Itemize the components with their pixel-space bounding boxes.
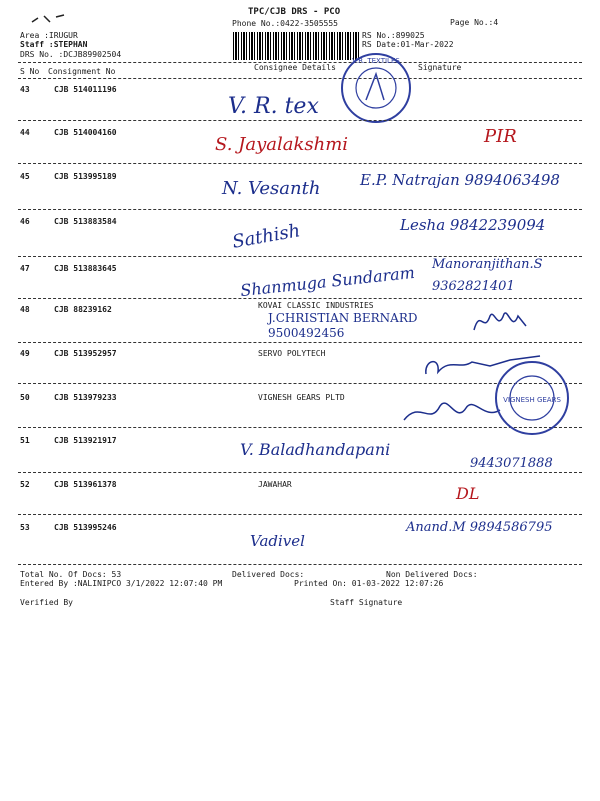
signature-scribble	[470, 306, 530, 336]
page-number: Page No.:4	[450, 18, 499, 27]
s-no: 50	[20, 393, 30, 402]
consignee-details: SERVO POLYTECH	[258, 349, 326, 358]
staff-field: Staff :STEPHAN	[20, 40, 88, 49]
signature: Manoranjithan.S 9362821401	[432, 257, 543, 294]
consignment-no: CJB 513995189	[54, 172, 117, 181]
remark: DL	[456, 484, 480, 503]
s-no: 45	[20, 172, 30, 181]
consignment-no: CJB 513979233	[54, 393, 117, 402]
consignment-no: CJB 513952957	[54, 349, 117, 358]
consignment-no: CJB 88239162	[54, 305, 112, 314]
scribble-mark	[30, 12, 70, 26]
consignee-details: VIGNESH GEARS PLTD	[258, 393, 345, 402]
consignment-no: CJB 513995246	[54, 523, 117, 532]
report-title: TPC/CJB DRS - PCO	[248, 7, 341, 17]
divider	[18, 120, 582, 121]
divider	[18, 514, 582, 515]
s-no: 44	[20, 128, 30, 137]
remark: PIR	[484, 126, 517, 147]
phone-number: Phone No.:0422-3505555	[232, 19, 338, 28]
signature: V. R. tex	[228, 94, 319, 119]
company-stamp	[338, 50, 414, 126]
signature: Lesha 9842239094	[400, 216, 546, 234]
consignment-no: CJB 513921917	[54, 436, 117, 445]
consignee-details: KOVAI CLASSIC INDUSTRIES	[258, 301, 374, 310]
signature: V. Baladhandapani	[240, 440, 391, 459]
signature: J.CHRISTIAN BERNARD 9500492456	[268, 311, 418, 340]
col-sno: S No	[20, 67, 40, 76]
consignment-no: CJB 513961378	[54, 480, 117, 489]
signature: Anand.M 9894586795	[406, 520, 553, 535]
signature: S. Jayalakshmi	[215, 134, 349, 155]
delivered-docs: Delivered Docs:	[232, 570, 305, 579]
drs-number: DRS No. :DCJB89902504	[20, 50, 122, 59]
signature: 9443071888	[470, 456, 553, 471]
total-docs: Total No. Of Docs: 53	[20, 570, 122, 579]
stamp-text: V.R. TEXTILES	[352, 57, 400, 65]
divider	[18, 564, 582, 565]
staff-signature: Staff Signature	[330, 598, 403, 607]
signature: Shanmuga Sundaram	[239, 262, 416, 301]
rs-date: RS Date:01-Mar-2022	[362, 40, 454, 49]
s-no: 43	[20, 85, 30, 94]
entered-by: Entered By :NALINIPCO 3/1/2022 12:07:40 PM	[20, 579, 223, 588]
s-no: 53	[20, 523, 30, 532]
rs-number: RS No.:899025	[362, 31, 425, 40]
signature: Sathish	[230, 220, 302, 253]
divider	[18, 472, 582, 473]
consignee-details: JAWAHAR	[258, 480, 292, 489]
stamp-text: VIGNESH GEARS	[503, 396, 561, 404]
signature: N. Vesanth	[222, 178, 321, 199]
s-no: 47	[20, 264, 30, 273]
col-consignee: Consignee Details	[254, 63, 336, 72]
area-field: Area :IRUGUR	[20, 31, 78, 40]
col-consignment: Consignment No	[48, 67, 116, 76]
s-no: 52	[20, 480, 30, 489]
printed-on: Printed On: 01-03-2022 12:07:26	[294, 579, 444, 588]
divider	[18, 163, 582, 164]
col-signature: Signature	[418, 63, 462, 72]
consignment-no: CJB 513883584	[54, 217, 117, 226]
company-stamp	[492, 358, 572, 438]
signature: Vadivel	[250, 532, 305, 550]
divider	[18, 298, 582, 299]
consignment-no: CJB 514004160	[54, 128, 117, 137]
consignment-no: CJB 514011196	[54, 85, 117, 94]
s-no: 46	[20, 217, 30, 226]
consignment-no: CJB 513883645	[54, 264, 117, 273]
verified-by: Verified By	[20, 598, 73, 607]
divider	[18, 209, 582, 210]
divider	[18, 342, 582, 343]
s-no: 49	[20, 349, 30, 358]
s-no: 48	[20, 305, 30, 314]
non-delivered-docs: Non Delivered Docs:	[386, 570, 478, 579]
signature: E.P. Natrajan 9894063498	[360, 171, 560, 189]
divider	[18, 78, 582, 79]
s-no: 51	[20, 436, 30, 445]
